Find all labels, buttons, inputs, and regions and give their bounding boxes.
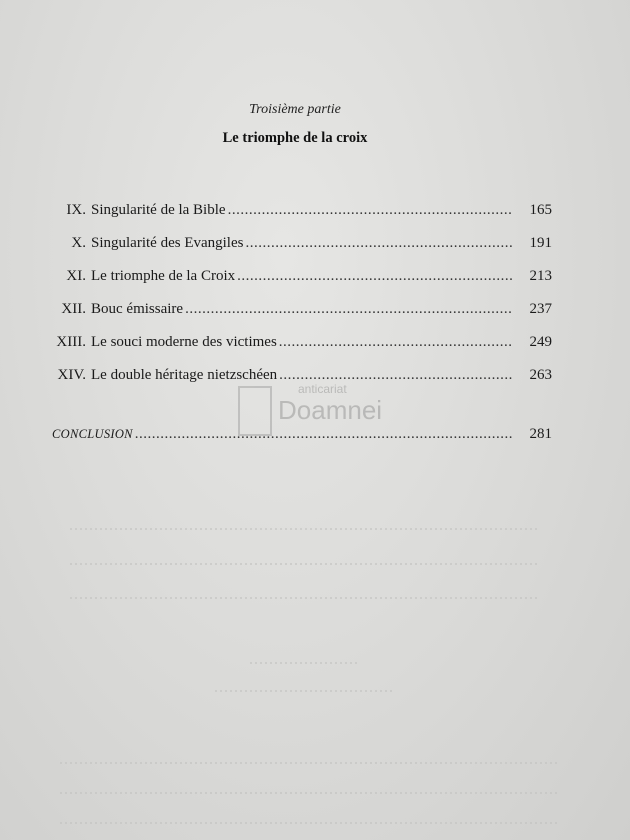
toc-entry: [40, 334, 552, 367]
chapter-title: Le double héritage nietzschéen: [91, 367, 278, 383]
bleed-through-mark: [60, 822, 560, 824]
conclusion-page-number: 281: [529, 426, 552, 442]
bleed-through-mark: [60, 762, 560, 764]
dot-leader: [237, 268, 512, 285]
bleed-through-mark: [250, 662, 360, 664]
chapter-numeral: XIII.: [56, 334, 86, 350]
dot-leader: [228, 202, 512, 219]
conclusion-title: CONCLUSION: [52, 427, 133, 441]
chapter-title: Bouc émissaire: [91, 301, 184, 317]
chapter-page-number: 263: [529, 367, 552, 383]
bleed-through-mark: [60, 792, 560, 794]
chapter-title: Le triomphe de la Croix: [91, 268, 236, 284]
watermark-logo: [238, 382, 408, 442]
watermark-small-text: anticariat: [298, 382, 347, 396]
chapter-page-number: 165: [529, 202, 552, 218]
watermark-brand-text: Doamnei: [278, 395, 383, 425]
chapter-page-number: 237: [529, 301, 552, 317]
chapter-numeral: XI.: [66, 268, 86, 284]
chapter-title: Le souci moderne des victimes: [91, 334, 277, 350]
toc-entry: [40, 268, 552, 301]
chapter-numeral: XII.: [61, 301, 86, 317]
chapter-numeral: XIV.: [57, 367, 86, 383]
chapter-page-number: 249: [529, 334, 552, 350]
chapter-numeral: X.: [71, 235, 86, 251]
bleed-through-mark: [215, 690, 395, 692]
bleed-through-mark: [70, 597, 540, 599]
dot-leader: [245, 235, 512, 252]
chapter-page-number: 213: [529, 268, 552, 284]
watermark-book-icon: [238, 386, 272, 436]
dot-leader: [185, 301, 512, 318]
toc-entry: [40, 202, 552, 235]
toc-entry: [40, 301, 552, 334]
chapter-numeral: IX.: [66, 202, 86, 218]
chapter-title: Singularité de la Bible: [91, 202, 226, 218]
chapter-title: Singularité des Evangiles: [91, 235, 244, 251]
part-title: Le triomphe de la croix: [222, 130, 368, 146]
toc-entry: [40, 235, 552, 268]
bleed-through-mark: [70, 528, 540, 530]
chapter-page-number: 191: [529, 235, 552, 251]
dot-leader: [279, 334, 512, 351]
part-label: Troisième partie: [249, 102, 341, 117]
bleed-through-mark: [70, 563, 540, 565]
